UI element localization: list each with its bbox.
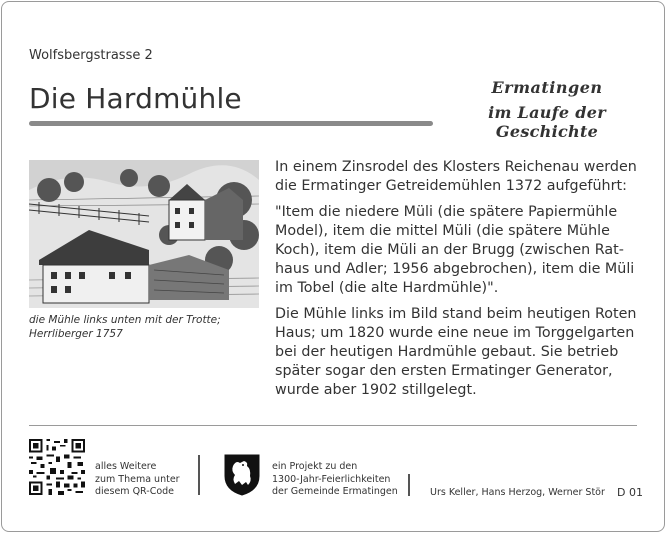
board-code: D 01 (617, 486, 643, 499)
coat-of-arms-icon (224, 454, 260, 496)
brand-line-1: Ermatingen (491, 78, 603, 97)
image-caption (29, 313, 269, 341)
paragraph-2: "Item die niedere Müli (die spätere Papiermühle Model), item die mittel Müli (die spätere Mühle Koch), item die Müli an der Brugg (zwischen Rat-haus und Adler; 1956 abgebrochen), item die Müli im Tobel (die alte Hardmühle)". (275, 204, 635, 296)
caption-line-1: die Mühle links unten mit der Trotte; (29, 314, 221, 326)
footer-separator-2 (408, 474, 410, 496)
footer-divider (29, 425, 637, 426)
paragraph-3: Die Mühle links im Bild stand beim heutigen Roten Haus; um 1820 wurde eine neue im Torggelgarten bei der heutigen Hardmühle gebaut. Sie betrieb später sogar den ersten Ermatinger Generator, wurde aber 1902 stillgelegt. (275, 306, 637, 398)
info-card (1, 1, 665, 532)
qr-caption-line-3: diesem QR-Code (95, 486, 175, 497)
project-caption (272, 461, 398, 499)
qr-caption (95, 461, 180, 499)
street-address: Wolfsbergstrasse 2 (29, 48, 153, 63)
project-line-2: 1300-Jahr-Feierlichkeiten (272, 473, 391, 485)
brand-line-2: im Laufe der Geschichte (488, 103, 606, 141)
project-line-3: der Gemeinde Ermatingen (272, 486, 398, 497)
body-text (275, 158, 640, 407)
qr-caption-line-2: zum Thema unter (95, 473, 180, 485)
brand-logo (457, 78, 637, 141)
qr-caption-line-1: alles Weitere (95, 461, 157, 472)
mill-engraving-image (29, 160, 259, 308)
page-title: Die Hardmühle (29, 82, 242, 115)
footer-separator-1 (198, 455, 200, 495)
paragraph-1: In einem Zinsrodel des Klosters Reichenau werden die Ermatinger Getreidemühlen 1372 aufgeführt: (275, 159, 637, 194)
qr-code-icon[interactable] (29, 439, 85, 495)
caption-line-2: Herrliberger 1757 (29, 328, 123, 340)
authors: Urs Keller, Hans Herzog, Werner Stör (430, 487, 605, 498)
title-underline (29, 121, 433, 126)
project-line-1: ein Projekt zu den (272, 461, 358, 472)
